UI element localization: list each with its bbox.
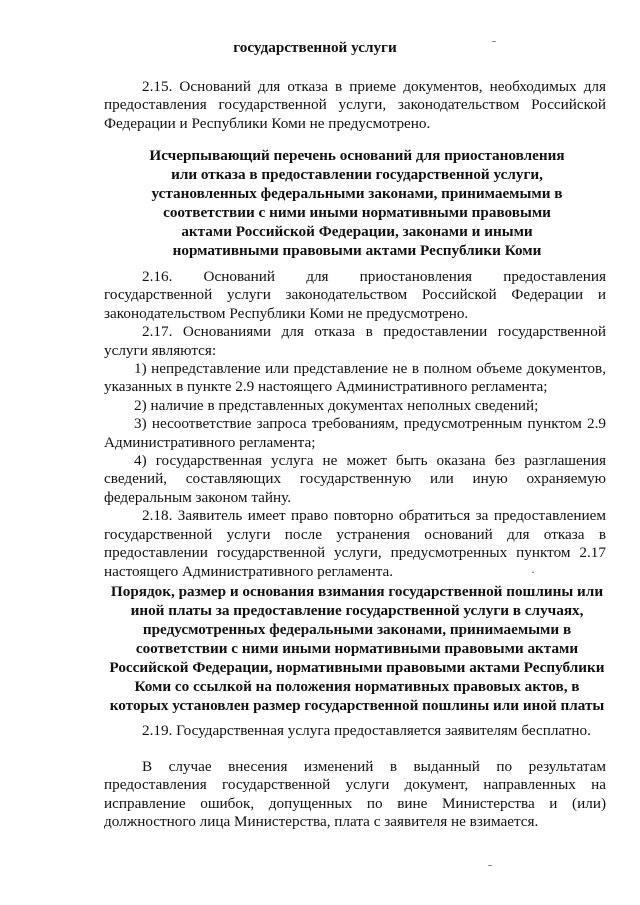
scan-speck: · (531, 565, 535, 579)
top-heading: государственной услуги (233, 39, 397, 56)
section-fee-changes (104, 758, 606, 832)
refusal-item-3: 3) несоответствие запроса требованиям, предусмотренным пунктом 2.9 Административного регламента; (104, 415, 606, 451)
paragraph-2-17: 2.17. Основаниями для отказа в предоставлении государственной услуги являются: (104, 323, 606, 359)
section-2-16-2-18 (104, 268, 606, 581)
paragraph-2-15: 2.15. Оснований для отказа в приеме документов, необходимых для предоставления государственной услуги, законодательством Российской Федерации и Республики Коми не предусмотрено. (104, 78, 606, 132)
paragraph-2-16: 2.16. Оснований для приостановления предоставления государственной услуги законодательством Российской Федерации и законодательством Республики Коми не предусмотрено. (104, 268, 606, 322)
scan-speck: ˉ (488, 861, 492, 875)
refusal-item-2: 2) наличие в представленных документах неполных сведений; (134, 396, 539, 414)
paragraph-fee-changes: В случае внесения изменений в выданный по результатам предоставления государственной услуги документ, направленных на исправление ошибок, допущенных по вине Министерства и (или) должностного лица Министерства, плата с заявителя не взимается. (104, 758, 606, 831)
heading-suspension-grounds: Исчерпывающий перечень оснований для приостановления или отказа в предоставлении государственной услуги, установленных федеральными законами, принимаемыми в соответствии с ними иными нормативными правовыми актами Российской Федерации, законами и иными нормативными правовыми актами Республики Коми (149, 147, 565, 259)
paragraph-2-19: 2.19. Государственная услуга предоставляется заявителям бесплатно. (142, 722, 591, 739)
refusal-item-4: 4) государственная услуга не может быть оказана без разглашения сведений, составляющих государственную или иную охраняемую федеральным законом тайну. (104, 452, 606, 506)
section-2-15 (104, 78, 606, 133)
refusal-item-1: 1) непредставление или представление не в полном объеме документов, указанных в пункте 2.9 настоящего Административного регламента; (104, 360, 606, 396)
heading-fee-procedure: Порядок, размер и основания взимания государственной пошлины или иной платы за предоставление государственной услуги в случаях, предусмотренных федеральными законами, принимаемыми в соответствии с ними иными нормативными правовыми актами Российской Федерации, нормативными правовыми актами Республики Коми со ссылкой на положения нормативных правовых актов, в которых установлен размер государственной пошлины или иной платы (109, 583, 605, 714)
paragraph-2-18: 2.18. Заявитель имеет право повторно обратиться за предоставлением государственной услуги после устранения оснований для отказа в предоставлении государственной услуги, предусмотренных пунктом 2.17 настоящего Административного регламента. (104, 507, 606, 580)
scan-speck: ˉ (492, 37, 496, 51)
section-2-19 (104, 722, 606, 740)
